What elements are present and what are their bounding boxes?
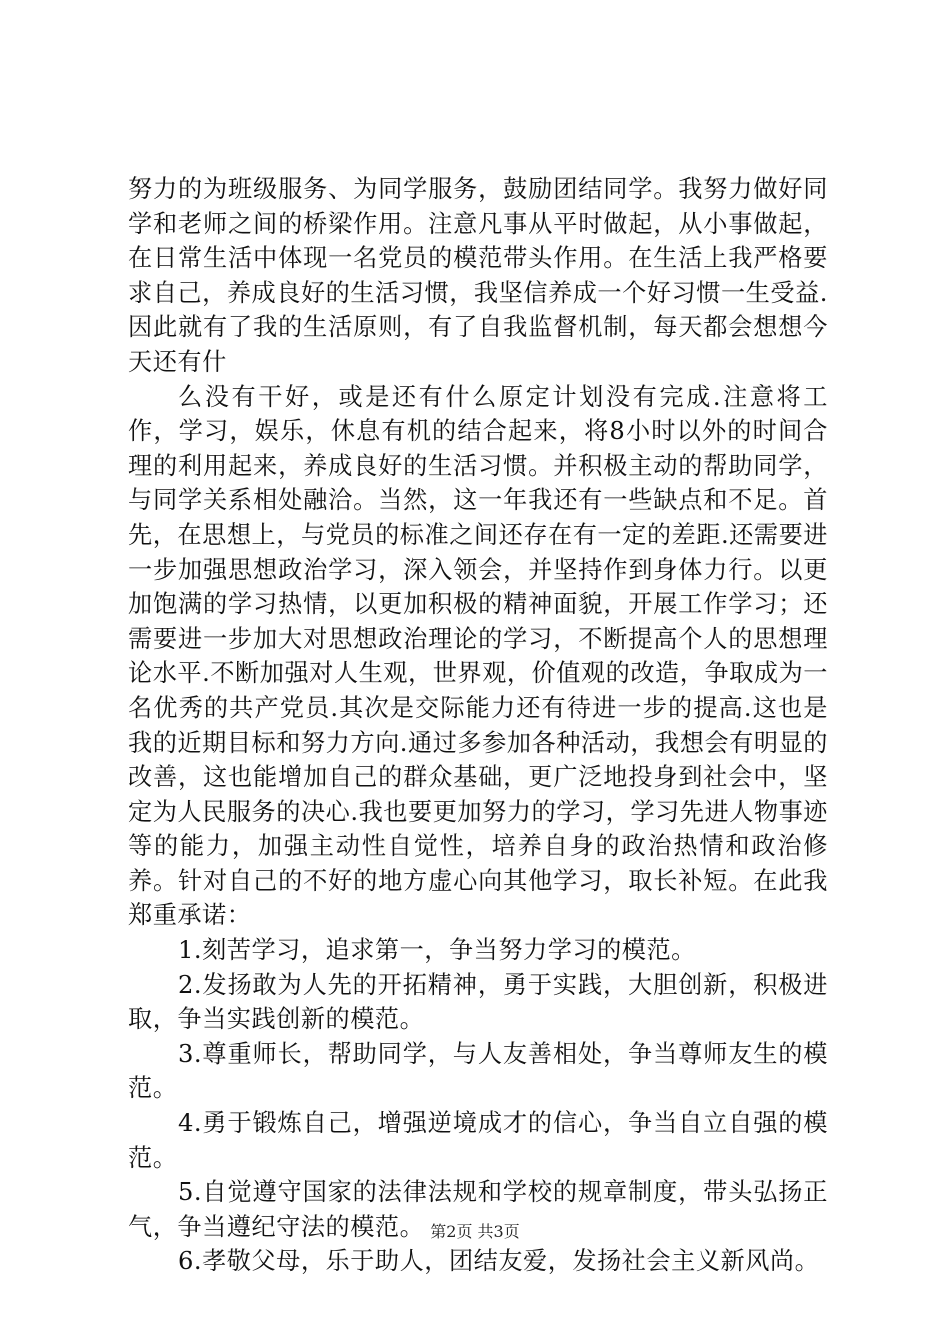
- page-footer: 第2页 共3页: [430, 1222, 520, 1241]
- pledge-item-3: 3.尊重师长，帮助同学，与人友善相处，争当尊师友生的模范。: [128, 1039, 828, 1103]
- paragraph-main: 么没有干好，或是还有什么原定计划没有完成.注意将工作，学习，娱乐，休息有机的结合起来，将8小时以外的时间合理的利用起来，养成良好的生活习惯。并积极主动的帮助同学，与同学关系相处融洽。当然，这一年我还有一些缺点和不足。首先，在思想上，与党员的标准之间还存在有一定的差距.还需要进一步加强思想政治学习，深入领会，并坚持作到身体力行。以更加饱满的学习热情，以更加积极的精神面貌，开展工作学习；还需要进一步加大对思想政治理论的学习，不断提高个人的思想理论水平.不断加强对人生观，世界观，价值观的改造，争取成为一名优秀的共产党员.其次是交际能力还有待进一步的提高.这也是我的近期目标和努力方向.通过多参加各种活动，我想会有明显的改善，这也能增加自己的群众基础，更广泛地投身到社会中，坚定为人民服务的决心.我也要更加努力的学习，学习先进人物事迹等的能力，加强主动性自觉性，培养自身的政治热情和政治修养。针对自己的不好的地方虚心向其他学习，取长补短。在此我郑重承诺：: [128, 382, 828, 930]
- pledge-item-2: 2.发扬敢为人先的开拓精神，勇于实践，大胆创新，积极进取，争当实践创新的模范。: [128, 970, 828, 1034]
- paragraph-continuation: 努力的为班级服务、为同学服务，鼓励团结同学。我努力做好同学和老师之间的桥梁作用。注意凡事从平时做起，从小事做起，在日常生活中体现一名党员的模范带头作用。在生活上我严格要求自己，养成良好的生活习惯，我坚信养成一个好习惯一生受益.因此就有了我的生活原则，有了自我监督机制，每天都会想想今天还有什: [128, 175, 828, 376]
- pledge-item-1: 1.刻苦学习，追求第一，争当努力学习的模范。: [178, 936, 696, 965]
- pledge-item-5: 5.自觉遵守国家的法律法规和学校的规章制度，带头弘扬正气，争当遵纪守法的模范。: [128, 1178, 828, 1241]
- pledge-item-4: 4.勇于锻炼自己，增强逆境成才的信心，争当自立自强的模范。: [128, 1109, 828, 1172]
- pledge-item-6: 6.孝敬父母，乐于助人，团结友爱，发扬社会主义新风尚。: [178, 1247, 820, 1276]
- document-body: [128, 172, 828, 1279]
